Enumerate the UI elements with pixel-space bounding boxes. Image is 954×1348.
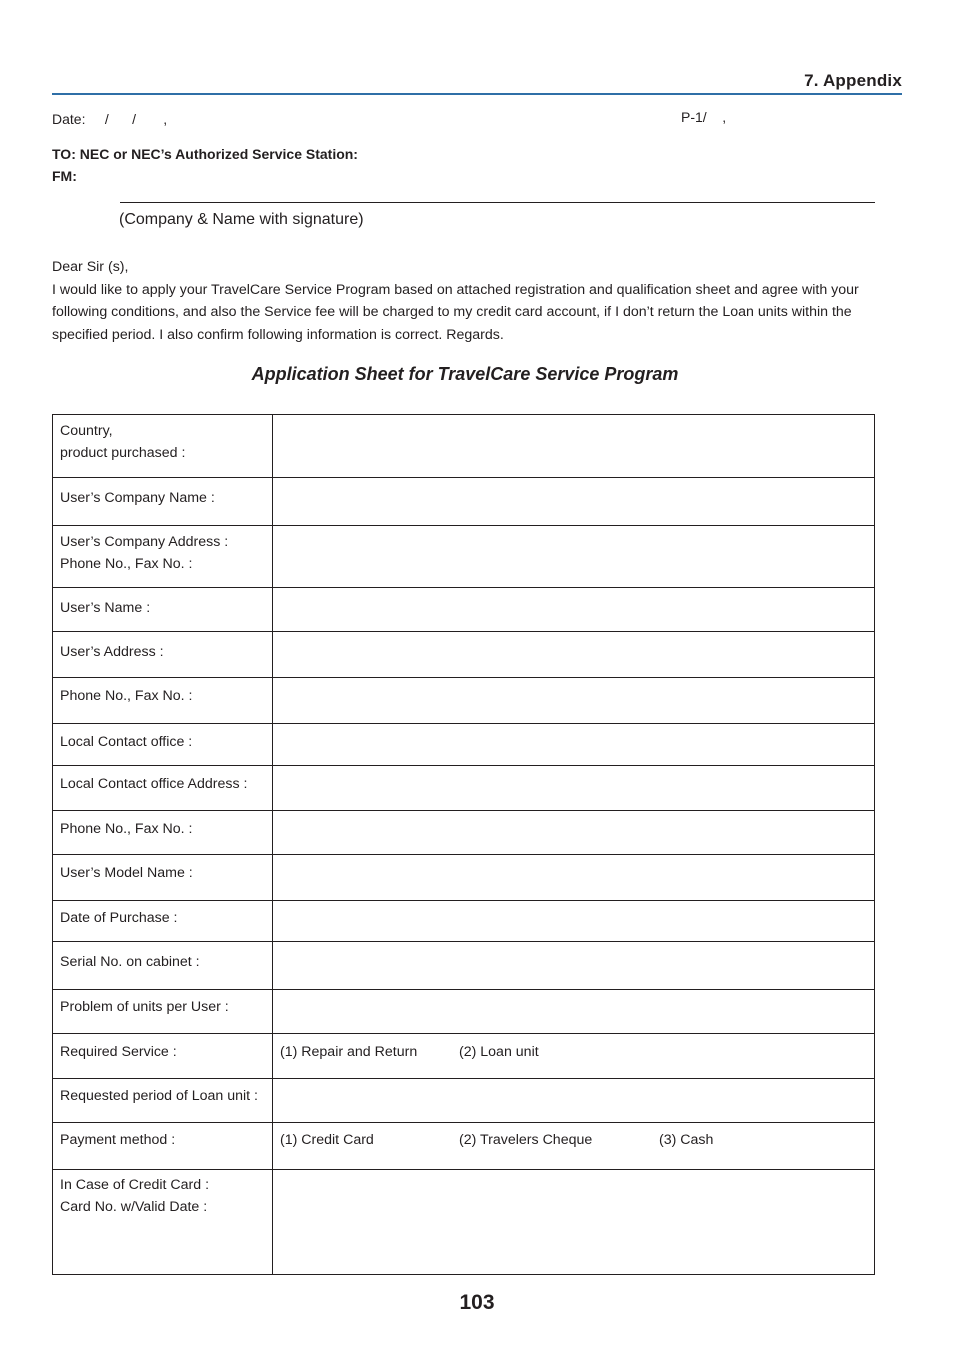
section-title: 7. Appendix <box>804 71 902 90</box>
field-local-contact-address[interactable] <box>273 766 875 811</box>
field-loan-period[interactable] <box>273 1079 875 1123</box>
label-product-purchased: product purchased : <box>60 445 186 461</box>
label-credit-card: In Case of Credit Card : <box>60 1177 210 1193</box>
sheet-title: Application Sheet for TravelCare Service Program <box>251 364 679 384</box>
option-repair-and-return[interactable]: (1) Repair and Return <box>280 1044 418 1060</box>
field-problem[interactable] <box>273 990 875 1034</box>
field-local-contact[interactable] <box>273 724 875 766</box>
label-loan-period: Requested period of Loan unit : <box>53 1079 273 1123</box>
form-row-local-contact <box>53 724 875 766</box>
field-payment-method <box>273 1123 875 1170</box>
form-row-date-of-purchase <box>53 901 875 942</box>
label-user-address: User’s Address : <box>53 632 273 678</box>
option-credit-card[interactable]: (1) Credit Card <box>280 1132 374 1148</box>
form-row-company-name <box>53 478 875 526</box>
field-phone-fax[interactable] <box>273 678 875 724</box>
form-row-user-name <box>53 588 875 632</box>
letter-salutation: Dear Sir (s), <box>52 259 129 275</box>
label-problem: Problem of units per User : <box>53 990 273 1034</box>
label-phone-fax: Phone No., Fax No. : <box>53 678 273 724</box>
field-country-product[interactable] <box>273 415 875 478</box>
label-required-service: Required Service : <box>53 1034 273 1079</box>
field-company-name[interactable] <box>273 478 875 526</box>
label-payment-method: Payment method : <box>53 1123 273 1170</box>
option-loan-unit[interactable]: (2) Loan unit <box>459 1044 539 1060</box>
field-user-name[interactable] <box>273 588 875 632</box>
page-reference: P-1/ , <box>681 109 727 125</box>
label-card-no-valid-date: Card No. w/Valid Date : <box>60 1199 208 1215</box>
form-row-problem <box>53 990 875 1034</box>
form-row-loan-period <box>53 1079 875 1123</box>
form-row-company-address <box>53 526 875 588</box>
label-user-name: User’s Name : <box>53 588 273 632</box>
form-row-payment-method <box>53 1123 875 1170</box>
form-row-country <box>53 415 875 478</box>
label-company-name: User’s Company Name : <box>53 478 273 526</box>
letter-body: I would like to apply your TravelCare Service Program based on attached registration and qualification sheet and agree with your following conditions, and also the Service fee will be charged to my credit card account, if I don’t return the Loan units within the specified period. I also confirm following information is correct. Regards. <box>52 281 859 344</box>
form-row-serial-no <box>53 942 875 990</box>
label-company-phone-fax: Phone No., Fax No. : <box>60 556 193 572</box>
application-form-table <box>52 414 875 1275</box>
label-local-contact-address: Local Contact office Address : <box>53 766 273 811</box>
label-country: Country, <box>60 423 113 439</box>
field-required-service <box>273 1034 875 1079</box>
date-line: Date: / / , <box>52 111 168 127</box>
label-serial-no: Serial No. on cabinet : <box>53 942 273 990</box>
signature-label: (Company & Name with signature) <box>119 211 364 228</box>
form-row-phone-fax <box>53 678 875 724</box>
form-row-required-service <box>53 1034 875 1079</box>
form-label-cell <box>53 1170 273 1275</box>
field-contact-phone-fax[interactable] <box>273 811 875 855</box>
label-date-of-purchase: Date of Purchase : <box>53 901 273 942</box>
field-model-name[interactable] <box>273 855 875 901</box>
form-label-cell <box>53 526 273 588</box>
option-travelers-cheque[interactable]: (2) Travelers Cheque <box>459 1132 593 1148</box>
label-company-address: User’s Company Address : <box>60 534 229 550</box>
form-row-user-address <box>53 632 875 678</box>
letter-text <box>52 256 878 347</box>
form-label-cell <box>53 415 273 478</box>
field-credit-card[interactable] <box>273 1170 875 1275</box>
label-contact-phone-fax: Phone No., Fax No. : <box>53 811 273 855</box>
page-number: 103 <box>459 1291 495 1314</box>
field-date-of-purchase[interactable] <box>273 901 875 942</box>
option-cash[interactable]: (3) Cash <box>659 1132 714 1148</box>
field-serial-no[interactable] <box>273 942 875 990</box>
header-divider <box>52 93 902 95</box>
form-row-model-name <box>53 855 875 901</box>
form-row-credit-card <box>53 1170 875 1275</box>
label-model-name: User’s Model Name : <box>53 855 273 901</box>
field-company-address[interactable] <box>273 526 875 588</box>
field-user-address[interactable] <box>273 632 875 678</box>
to-line: TO: NEC or NEC’s Authorized Service Station: <box>52 146 358 162</box>
form-row-contact-phone-fax <box>53 811 875 855</box>
signature-line <box>120 202 875 203</box>
label-local-contact: Local Contact office : <box>53 724 273 766</box>
from-line: FM: <box>52 168 77 184</box>
form-row-local-contact-address <box>53 766 875 811</box>
